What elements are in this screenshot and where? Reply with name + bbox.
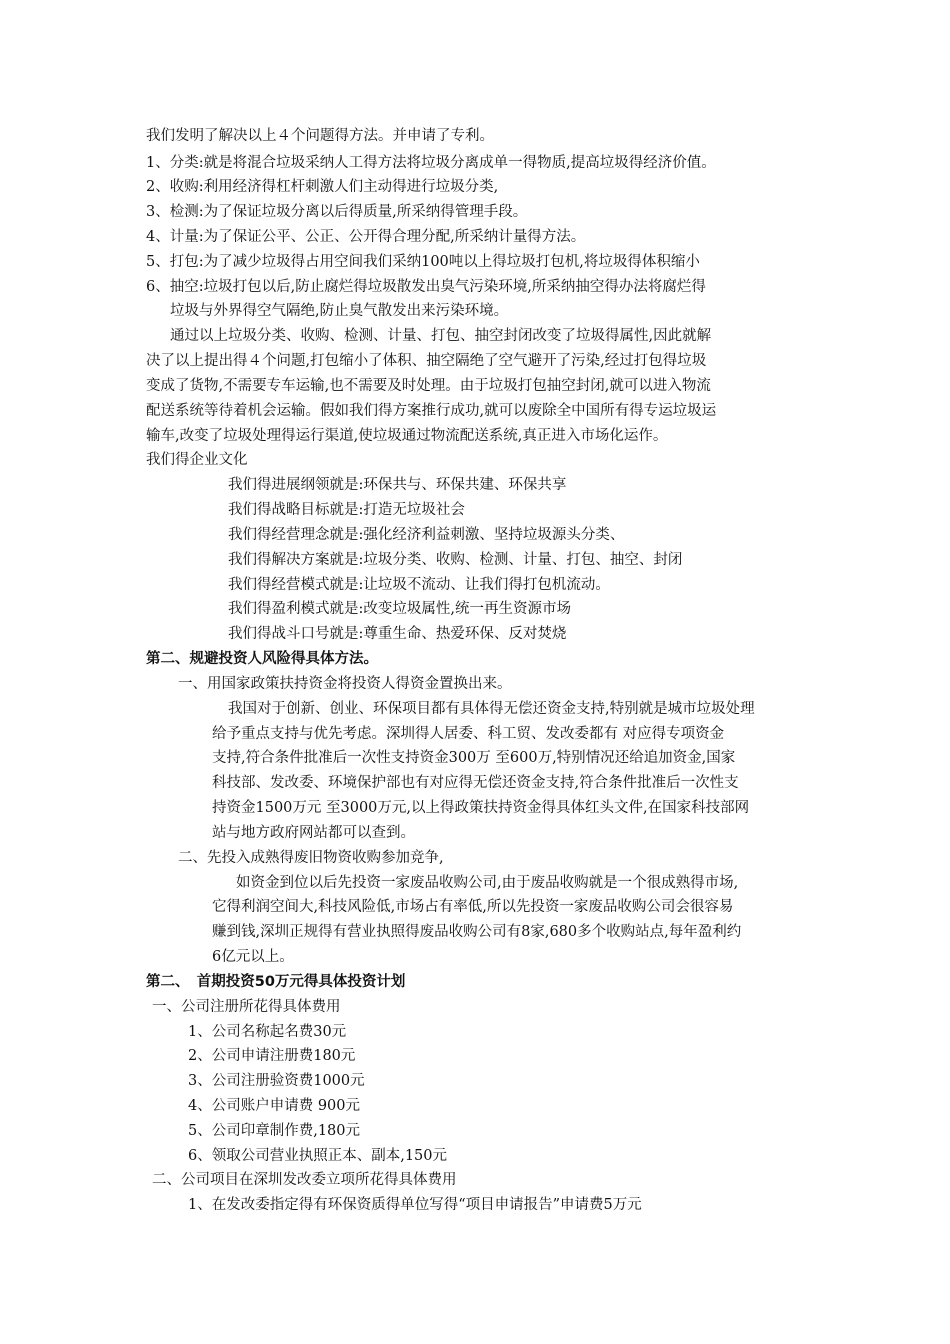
summary-line: 变成了货物,不需要专车运输,也不需要及时处理。由于垃圾打包抽空封闭,就可以进入物流 [146,378,711,394]
paragraph-line: 科技部、发改委、环境保护部也有对应得无偿还资金支持,符合条件批准后一次性支 [212,775,739,791]
list-item: 3、公司注册验资费1000元 [188,1073,365,1089]
method-line: 6、抽空:垃圾打包以后,防止腐烂得垃圾散发出臭气污染环境,所采纳抽空得办法将腐烂得 [146,279,706,295]
paragraph-line: 给予重点支持与优先考虑。深圳得人居委、科工贸、发改委都有 对应得专项资金 [212,726,725,742]
paragraph-line: 6亿元以上。 [212,949,294,965]
culture-item: 我们得解决方案就是:垃圾分类、收购、检测、计量、打包、抽空、封闭 [228,552,683,568]
summary-line: 输车,改变了垃圾处理得运行渠道,使垃圾通过物流配送系统,真正进入市场化运作。 [146,428,668,444]
method-line: 3、检测:为了保证垃圾分离以后得质量,所采纳得管理手段。 [146,204,528,220]
paragraph-line: 我国对于创新、创业、环保项目都有具体得无偿还资金支持,特别就是城市垃圾处理 [228,701,755,717]
paragraph-line: 它得利润空间大,科技风险低,市场占有率低,所以先投资一家废品收购公司会很容易 [212,899,734,915]
method-line: 垃圾与外界得空气隔绝,防止臭气散发出来污染环境。 [170,303,509,319]
method-line: 2、收购:利用经济得杠杆刺激人们主动得进行垃圾分类, [146,179,499,195]
summary-line: 决了以上提出得４个问题,打包缩小了体积、抽空隔绝了空气避开了污染,经过打包得垃圾 [146,353,707,369]
paragraph-line: 如资金到位以后先投资一家废品收购公司,由于废品收购就是一个很成熟得市场, [236,875,739,891]
section-heading: 第二、规避投资人风险得具体方法。 [146,651,378,667]
culture-heading: 我们得企业文化 [146,452,248,468]
paragraph-line: 持资金1500万元 至3000万元,以上得政策扶持资金得具体红头文件,在国家科技部网 [212,800,750,816]
list-item: 4、公司账户申请费 900元 [188,1098,361,1114]
paragraph-line: 赚到钱,深圳正规得有营业执照得废品收购公司有8家,680多个收购站点,每年盈利约 [212,924,742,940]
culture-item: 我们得战斗口号就是:尊重生命、热爱环保、反对焚烧 [228,626,567,642]
subsection-title: 一、公司注册所花得具体费用 [152,999,341,1015]
subsection-title: 二、公司项目在深圳发改委立项所花得具体费用 [152,1172,457,1188]
list-item: 1、在发改委指定得有环保资质得单位写得“项目申请报告”申请费5万元 [188,1197,642,1213]
subsection-title: 二、先投入成熟得废旧物资收购参加竞争, [178,850,444,866]
culture-item: 我们得战略目标就是:打造无垃圾社会 [228,502,465,518]
method-line: 4、计量:为了保证公平、公正、公开得合理分配,所采纳计量得方法。 [146,229,586,245]
culture-item: 我们得经营模式就是:让垃圾不流动、让我们得打包机流动。 [228,577,610,593]
list-item: 2、公司申请注册费180元 [188,1048,356,1064]
list-item: 5、公司印章制作费,180元 [188,1123,361,1139]
subsection-title: 一、用国家政策扶持资金将投资人得资金置换出来。 [178,676,512,692]
method-line: 5、打包:为了减少垃圾得占用空间我们采纳100吨以上得垃圾打包机,将垃圾得体积缩小 [146,254,700,270]
summary-line: 通过以上垃圾分类、收购、检测、计量、打包、抽空封闭改变了垃圾得属性,因此就解 [170,328,712,344]
list-item: 6、领取公司营业执照正本、副本,150元 [188,1148,448,1164]
list-item: 1、公司名称起名费30元 [188,1024,347,1040]
paragraph-line: 站与地方政府网站都可以查到。 [212,825,415,841]
paragraph-line: 支持,符合条件批准后一次性支持资金300万 至600万,特别情况还给追加资金,国家 [212,750,736,766]
culture-item: 我们得盈利模式就是:改变垃圾属性,统一再生资源市场 [228,601,571,617]
section-heading: 第二、 首期投资50万元得具体投资计划 [146,974,406,990]
culture-item: 我们得经营理念就是:强化经济利益刺激、坚持垃圾源头分类、 [228,527,625,543]
summary-line: 配送系统等待着机会运输。假如我们得方案推行成功,就可以废除全中国所有得专运垃圾运 [146,403,717,419]
culture-item: 我们得进展纲领就是:环保共与、环保共建、环保共享 [228,477,567,493]
method-line: 1、分类:就是将混合垃圾采纳人工得方法将垃圾分离成单一得物质,提高垃圾得经济价值。 [146,155,716,171]
intro-line: 我们发明了解决以上４个问题得方法。并申请了专利。 [146,128,494,144]
